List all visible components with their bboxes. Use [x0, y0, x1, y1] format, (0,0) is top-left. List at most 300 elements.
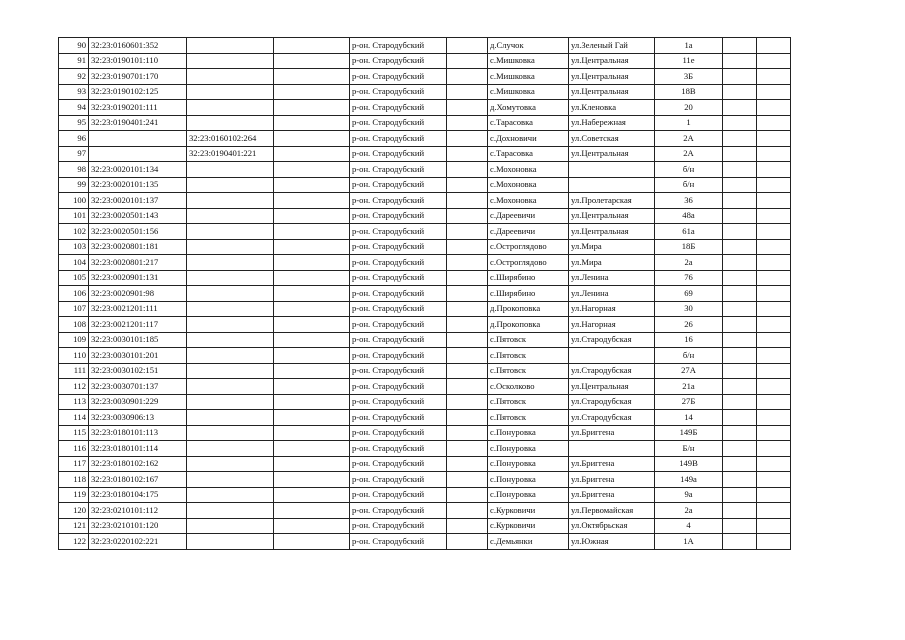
- street-cell: [569, 348, 655, 364]
- empty-cell: [274, 487, 350, 503]
- row-number-cell: 105: [59, 270, 89, 286]
- street-cell: ул.Советская: [569, 131, 655, 147]
- cadastral-number-cell: 32:23:0190101:110: [89, 53, 187, 69]
- cadastral-number-alt-cell: [187, 224, 274, 240]
- empty-cell: [757, 146, 791, 162]
- street-cell: ул.Кленовка: [569, 100, 655, 116]
- house-number-cell: 20: [655, 100, 723, 116]
- settlement-cell: с.Ширябино: [488, 270, 569, 286]
- cadastral-number-alt-cell: [187, 379, 274, 395]
- cadastral-number-cell: 32:23:0020501:156: [89, 224, 187, 240]
- house-number-cell: б/н: [655, 177, 723, 193]
- empty-cell: [723, 348, 757, 364]
- cadastral-number-alt-cell: [187, 503, 274, 519]
- empty-cell: [447, 410, 488, 426]
- street-cell: ул.Стародубская: [569, 363, 655, 379]
- district-cell: р-он. Стародубский: [350, 332, 447, 348]
- empty-cell: [274, 84, 350, 100]
- empty-cell: [274, 332, 350, 348]
- street-cell: [569, 177, 655, 193]
- district-cell: р-он. Стародубский: [350, 301, 447, 317]
- empty-cell: [274, 270, 350, 286]
- street-cell: ул.Нагорная: [569, 301, 655, 317]
- empty-cell: [757, 177, 791, 193]
- settlement-cell: с.Дареевичи: [488, 224, 569, 240]
- cadastral-number-cell: 32:23:0190102:125: [89, 84, 187, 100]
- cadastral-number-alt-cell: [187, 518, 274, 534]
- empty-cell: [274, 115, 350, 131]
- cadastral-number-alt-cell: [187, 363, 274, 379]
- empty-cell: [274, 100, 350, 116]
- cadastral-number-cell: 32:23:0210101:120: [89, 518, 187, 534]
- district-cell: р-он. Стародубский: [350, 69, 447, 85]
- empty-cell: [447, 379, 488, 395]
- empty-cell: [274, 162, 350, 178]
- empty-cell: [723, 394, 757, 410]
- table-row: [59, 224, 791, 240]
- empty-cell: [447, 38, 488, 54]
- settlement-cell: с.Остроглядово: [488, 239, 569, 255]
- empty-cell: [757, 503, 791, 519]
- empty-cell: [723, 379, 757, 395]
- empty-cell: [447, 332, 488, 348]
- street-cell: ул.Пролетарская: [569, 193, 655, 209]
- row-number-cell: 121: [59, 518, 89, 534]
- empty-cell: [723, 208, 757, 224]
- cadastral-number-alt-cell: [187, 208, 274, 224]
- row-number-cell: 103: [59, 239, 89, 255]
- table-row: [59, 131, 791, 147]
- district-cell: р-он. Стародубский: [350, 177, 447, 193]
- empty-cell: [757, 84, 791, 100]
- empty-cell: [757, 131, 791, 147]
- table-row: [59, 503, 791, 519]
- empty-cell: [723, 425, 757, 441]
- street-cell: ул.Стародубская: [569, 394, 655, 410]
- empty-cell: [757, 301, 791, 317]
- house-number-cell: 48а: [655, 208, 723, 224]
- empty-cell: [274, 239, 350, 255]
- empty-cell: [757, 115, 791, 131]
- empty-cell: [723, 193, 757, 209]
- empty-cell: [447, 518, 488, 534]
- empty-cell: [447, 115, 488, 131]
- settlement-cell: д.Случок: [488, 38, 569, 54]
- table-row: [59, 162, 791, 178]
- empty-cell: [723, 518, 757, 534]
- house-number-cell: 2А: [655, 131, 723, 147]
- cadastral-number-alt-cell: [187, 472, 274, 488]
- empty-cell: [757, 332, 791, 348]
- cadastral-number-cell: 32:23:0030901:229: [89, 394, 187, 410]
- empty-cell: [757, 239, 791, 255]
- empty-cell: [447, 69, 488, 85]
- district-cell: р-он. Стародубский: [350, 208, 447, 224]
- district-cell: р-он. Стародубский: [350, 441, 447, 457]
- street-cell: ул.Бриггена: [569, 425, 655, 441]
- street-cell: ул.Центральная: [569, 224, 655, 240]
- empty-cell: [757, 487, 791, 503]
- row-number-cell: 94: [59, 100, 89, 116]
- empty-cell: [447, 425, 488, 441]
- district-cell: р-он. Стародубский: [350, 534, 447, 550]
- empty-cell: [447, 286, 488, 302]
- district-cell: р-он. Стародубский: [350, 131, 447, 147]
- house-number-cell: б/н: [655, 348, 723, 364]
- empty-cell: [757, 270, 791, 286]
- empty-cell: [447, 456, 488, 472]
- district-cell: р-он. Стародубский: [350, 456, 447, 472]
- row-number-cell: 95: [59, 115, 89, 131]
- empty-cell: [274, 425, 350, 441]
- table-row: [59, 239, 791, 255]
- street-cell: ул.Зеленый Гай: [569, 38, 655, 54]
- house-number-cell: 27А: [655, 363, 723, 379]
- empty-cell: [274, 394, 350, 410]
- empty-cell: [723, 162, 757, 178]
- empty-cell: [723, 53, 757, 69]
- empty-cell: [723, 115, 757, 131]
- street-cell: ул.Бриггена: [569, 472, 655, 488]
- empty-cell: [274, 286, 350, 302]
- cadastral-number-cell: 32:23:0021201:117: [89, 317, 187, 333]
- empty-cell: [447, 472, 488, 488]
- street-cell: ул.Южная: [569, 534, 655, 550]
- empty-cell: [757, 100, 791, 116]
- empty-cell: [447, 534, 488, 550]
- row-number-cell: 108: [59, 317, 89, 333]
- row-number-cell: 111: [59, 363, 89, 379]
- house-number-cell: 11е: [655, 53, 723, 69]
- empty-cell: [757, 348, 791, 364]
- table-row: [59, 100, 791, 116]
- table-row: [59, 115, 791, 131]
- house-number-cell: 4: [655, 518, 723, 534]
- cadastral-number-cell: 32:23:0180101:113: [89, 425, 187, 441]
- district-cell: р-он. Стародубский: [350, 239, 447, 255]
- empty-cell: [447, 208, 488, 224]
- house-number-cell: 9а: [655, 487, 723, 503]
- district-cell: р-он. Стародубский: [350, 270, 447, 286]
- cadastral-number-alt-cell: [187, 301, 274, 317]
- cadastral-number-cell: 32:23:0190201:111: [89, 100, 187, 116]
- house-number-cell: 149а: [655, 472, 723, 488]
- table-row: [59, 394, 791, 410]
- row-number-cell: 116: [59, 441, 89, 457]
- empty-cell: [274, 131, 350, 147]
- empty-cell: [447, 193, 488, 209]
- empty-cell: [723, 270, 757, 286]
- row-number-cell: 98: [59, 162, 89, 178]
- empty-cell: [723, 286, 757, 302]
- street-cell: ул.Центральная: [569, 53, 655, 69]
- house-number-cell: 149Б: [655, 425, 723, 441]
- empty-cell: [723, 301, 757, 317]
- cadastral-number-cell: 32:23:0021201:111: [89, 301, 187, 317]
- district-cell: р-он. Стародубский: [350, 363, 447, 379]
- empty-cell: [274, 38, 350, 54]
- settlement-cell: с.Мишковка: [488, 69, 569, 85]
- district-cell: р-он. Стародубский: [350, 425, 447, 441]
- empty-cell: [723, 503, 757, 519]
- empty-cell: [447, 84, 488, 100]
- cadastral-number-cell: 32:23:0020101:137: [89, 193, 187, 209]
- empty-cell: [274, 456, 350, 472]
- street-cell: ул.Центральная: [569, 379, 655, 395]
- cadastral-number-cell: 32:23:0020801:217: [89, 255, 187, 271]
- district-cell: р-он. Стародубский: [350, 224, 447, 240]
- cadastral-number-cell: 32:23:0180102:162: [89, 456, 187, 472]
- street-cell: ул.Ленина: [569, 270, 655, 286]
- row-number-cell: 107: [59, 301, 89, 317]
- table-row: [59, 270, 791, 286]
- empty-cell: [723, 100, 757, 116]
- cadastral-number-alt-cell: [187, 348, 274, 364]
- empty-cell: [274, 534, 350, 550]
- row-number-cell: 114: [59, 410, 89, 426]
- empty-cell: [723, 332, 757, 348]
- table-row: [59, 487, 791, 503]
- empty-cell: [274, 53, 350, 69]
- settlement-cell: с.Понуровка: [488, 487, 569, 503]
- house-number-cell: 21а: [655, 379, 723, 395]
- row-number-cell: 109: [59, 332, 89, 348]
- row-number-cell: 122: [59, 534, 89, 550]
- cadastral-number-cell: 32:23:0020901:131: [89, 270, 187, 286]
- house-number-cell: 18Б: [655, 239, 723, 255]
- empty-cell: [274, 348, 350, 364]
- empty-cell: [723, 472, 757, 488]
- table-row: [59, 69, 791, 85]
- house-number-cell: 76: [655, 270, 723, 286]
- table-row: [59, 255, 791, 271]
- empty-cell: [723, 456, 757, 472]
- cadastral-number-cell: [89, 146, 187, 162]
- cadastral-number-alt-cell: [187, 115, 274, 131]
- settlement-cell: с.Мохоновка: [488, 193, 569, 209]
- street-cell: ул.Центральная: [569, 84, 655, 100]
- cadastral-number-alt-cell: [187, 255, 274, 271]
- empty-cell: [757, 425, 791, 441]
- empty-cell: [274, 472, 350, 488]
- cadastral-number-alt-cell: [187, 53, 274, 69]
- street-cell: ул.Центральная: [569, 208, 655, 224]
- district-cell: р-он. Стародубский: [350, 53, 447, 69]
- cadastral-number-alt-cell: [187, 69, 274, 85]
- cadastral-number-cell: [89, 131, 187, 147]
- settlement-cell: с.Понуровка: [488, 441, 569, 457]
- empty-cell: [723, 146, 757, 162]
- empty-cell: [757, 379, 791, 395]
- row-number-cell: 113: [59, 394, 89, 410]
- empty-cell: [757, 363, 791, 379]
- empty-cell: [723, 410, 757, 426]
- house-number-cell: 16: [655, 332, 723, 348]
- empty-cell: [757, 286, 791, 302]
- settlement-cell: с.Демьянки: [488, 534, 569, 550]
- house-number-cell: 61а: [655, 224, 723, 240]
- row-number-cell: 112: [59, 379, 89, 395]
- cadastral-number-alt-cell: [187, 193, 274, 209]
- property-registry-table: [58, 37, 791, 550]
- settlement-cell: с.Мохоновка: [488, 162, 569, 178]
- empty-cell: [274, 208, 350, 224]
- house-number-cell: 69: [655, 286, 723, 302]
- district-cell: р-он. Стародубский: [350, 146, 447, 162]
- empty-cell: [757, 224, 791, 240]
- street-cell: ул.Стародубская: [569, 410, 655, 426]
- district-cell: р-он. Стародубский: [350, 115, 447, 131]
- cadastral-number-cell: 32:23:0220102:221: [89, 534, 187, 550]
- table-body: [59, 38, 791, 550]
- settlement-cell: д.Прокоповка: [488, 301, 569, 317]
- table-row: [59, 348, 791, 364]
- row-number-cell: 91: [59, 53, 89, 69]
- settlement-cell: с.Мохоновка: [488, 177, 569, 193]
- district-cell: р-он. Стародубский: [350, 100, 447, 116]
- district-cell: р-он. Стародубский: [350, 394, 447, 410]
- settlement-cell: с.Ширябино: [488, 286, 569, 302]
- row-number-cell: 97: [59, 146, 89, 162]
- table-row: [59, 146, 791, 162]
- house-number-cell: Б/н: [655, 441, 723, 457]
- empty-cell: [757, 255, 791, 271]
- empty-cell: [723, 239, 757, 255]
- settlement-cell: с.Пятовск: [488, 332, 569, 348]
- house-number-cell: 36: [655, 193, 723, 209]
- cadastral-number-alt-cell: [187, 162, 274, 178]
- house-number-cell: 18В: [655, 84, 723, 100]
- cadastral-number-cell: 32:23:0180104:175: [89, 487, 187, 503]
- row-number-cell: 104: [59, 255, 89, 271]
- street-cell: [569, 441, 655, 457]
- district-cell: р-он. Стародубский: [350, 503, 447, 519]
- district-cell: р-он. Стародубский: [350, 379, 447, 395]
- row-number-cell: 119: [59, 487, 89, 503]
- street-cell: ул.Центральная: [569, 146, 655, 162]
- row-number-cell: 120: [59, 503, 89, 519]
- empty-cell: [723, 84, 757, 100]
- district-cell: р-он. Стародубский: [350, 286, 447, 302]
- settlement-cell: с.Понуровка: [488, 456, 569, 472]
- empty-cell: [447, 131, 488, 147]
- district-cell: р-он. Стародубский: [350, 317, 447, 333]
- empty-cell: [757, 162, 791, 178]
- cadastral-number-cell: 32:23:0190701:170: [89, 69, 187, 85]
- settlement-cell: с.Осколково: [488, 379, 569, 395]
- cadastral-number-alt-cell: [187, 425, 274, 441]
- empty-cell: [447, 394, 488, 410]
- cadastral-number-cell: 32:23:0020101:134: [89, 162, 187, 178]
- empty-cell: [757, 518, 791, 534]
- cadastral-number-alt-cell: [187, 534, 274, 550]
- cadastral-number-cell: 32:23:0210101:112: [89, 503, 187, 519]
- cadastral-number-cell: 32:23:0030101:185: [89, 332, 187, 348]
- table-row: [59, 286, 791, 302]
- settlement-cell: с.Курковичи: [488, 503, 569, 519]
- street-cell: ул.Ленина: [569, 286, 655, 302]
- cadastral-number-alt-cell: [187, 394, 274, 410]
- cadastral-number-alt-cell: [187, 239, 274, 255]
- cadastral-number-alt-cell: [187, 441, 274, 457]
- empty-cell: [447, 363, 488, 379]
- settlement-cell: с.Дохновичи: [488, 131, 569, 147]
- empty-cell: [757, 394, 791, 410]
- settlement-cell: с.Пятовск: [488, 394, 569, 410]
- district-cell: р-он. Стародубский: [350, 472, 447, 488]
- row-number-cell: 118: [59, 472, 89, 488]
- table-row: [59, 84, 791, 100]
- district-cell: р-он. Стародубский: [350, 518, 447, 534]
- settlement-cell: с.Остроглядово: [488, 255, 569, 271]
- table-row: [59, 53, 791, 69]
- cadastral-number-alt-cell: [187, 286, 274, 302]
- row-number-cell: 99: [59, 177, 89, 193]
- district-cell: р-он. Стародубский: [350, 410, 447, 426]
- cadastral-number-cell: 32:23:0180101:114: [89, 441, 187, 457]
- empty-cell: [447, 162, 488, 178]
- row-number-cell: 115: [59, 425, 89, 441]
- empty-cell: [274, 317, 350, 333]
- table-row: [59, 38, 791, 54]
- settlement-cell: с.Тарасовка: [488, 146, 569, 162]
- empty-cell: [274, 255, 350, 271]
- house-number-cell: 1: [655, 115, 723, 131]
- cadastral-number-alt-cell: [187, 410, 274, 426]
- empty-cell: [723, 131, 757, 147]
- empty-cell: [274, 410, 350, 426]
- table-row: [59, 363, 791, 379]
- district-cell: р-он. Стародубский: [350, 255, 447, 271]
- table-row: [59, 379, 791, 395]
- house-number-cell: 27Б: [655, 394, 723, 410]
- empty-cell: [447, 487, 488, 503]
- house-number-cell: 1а: [655, 38, 723, 54]
- cadastral-number-alt-cell: [187, 332, 274, 348]
- cadastral-number-cell: 32:23:0020901:98: [89, 286, 187, 302]
- cadastral-number-cell: 32:23:0020101:135: [89, 177, 187, 193]
- empty-cell: [274, 69, 350, 85]
- house-number-cell: 149В: [655, 456, 723, 472]
- cadastral-number-cell: 32:23:0020801:181: [89, 239, 187, 255]
- row-number-cell: 96: [59, 131, 89, 147]
- settlement-cell: с.Мишковка: [488, 53, 569, 69]
- cadastral-number-alt-cell: [187, 456, 274, 472]
- empty-cell: [447, 503, 488, 519]
- cadastral-number-cell: 32:23:0030701:137: [89, 379, 187, 395]
- empty-cell: [274, 363, 350, 379]
- cadastral-number-alt-cell: [187, 100, 274, 116]
- district-cell: р-он. Стародубский: [350, 162, 447, 178]
- cadastral-number-cell: 32:23:0190401:241: [89, 115, 187, 131]
- settlement-cell: с.Понуровка: [488, 425, 569, 441]
- empty-cell: [447, 348, 488, 364]
- empty-cell: [757, 410, 791, 426]
- empty-cell: [274, 146, 350, 162]
- house-number-cell: 14: [655, 410, 723, 426]
- street-cell: ул.Стародубская: [569, 332, 655, 348]
- cadastral-number-cell: 32:23:0020501:143: [89, 208, 187, 224]
- empty-cell: [274, 177, 350, 193]
- empty-cell: [757, 38, 791, 54]
- empty-cell: [723, 255, 757, 271]
- empty-cell: [447, 441, 488, 457]
- row-number-cell: 100: [59, 193, 89, 209]
- row-number-cell: 101: [59, 208, 89, 224]
- table-row: [59, 472, 791, 488]
- street-cell: ул.Мира: [569, 255, 655, 271]
- empty-cell: [723, 177, 757, 193]
